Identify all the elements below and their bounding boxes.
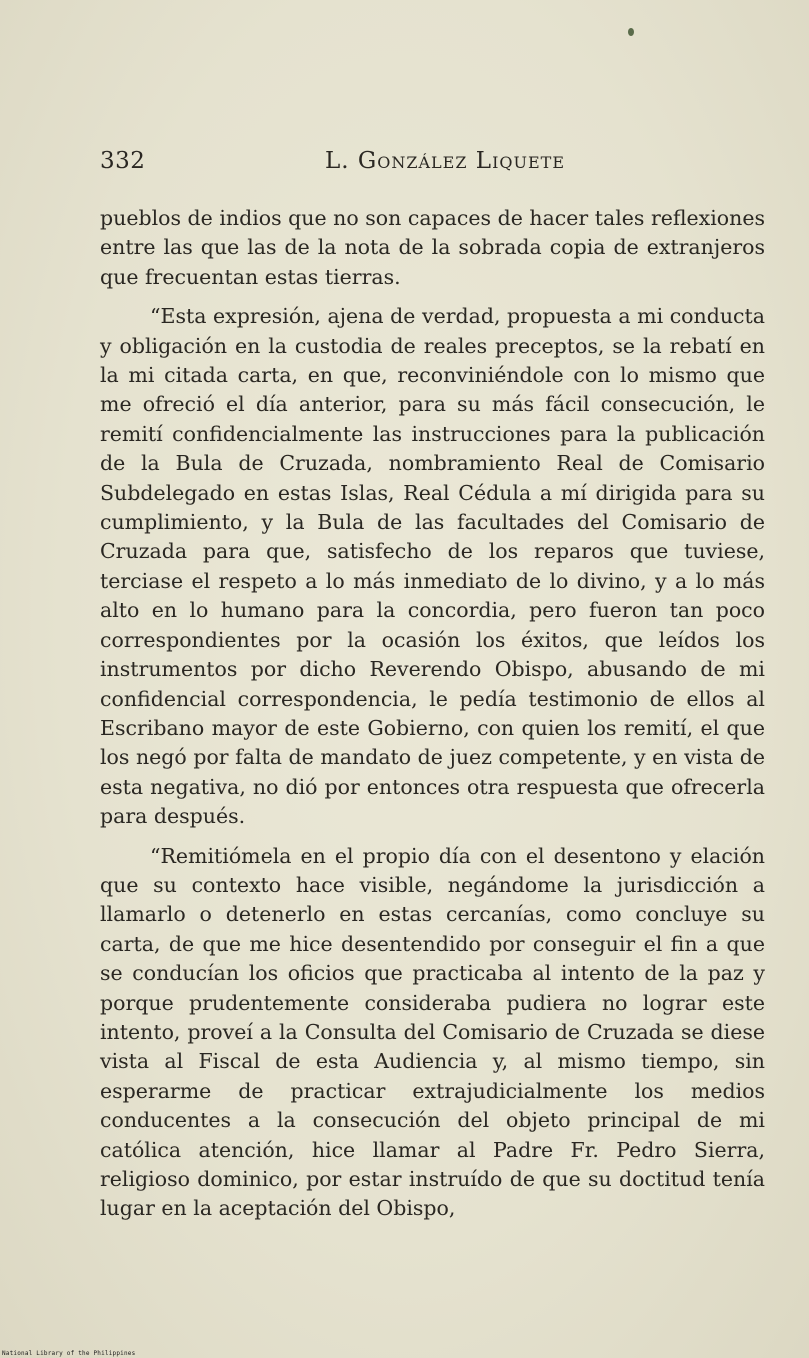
body-text bbox=[100, 204, 765, 1234]
running-head: L. González Liquete bbox=[325, 148, 566, 174]
paragraph-2: “Esta expresión, ajena de verdad, propuesta a mi conducta y obligación en la custodia de reales preceptos, se la rebatí en la mi citada carta, en que, reconviniéndole con lo mismo que me ofreció el día anterior, para su más fácil consecución, le remití confidencialmente las instrucciones para la publicación de la Bula de Cruzada, nombramiento Real de Comisario Subdelegado en estas Islas, Real Cédula a mí dirigida para su cumplimiento, y la Bula de las facultades del Comisario de Cruzada para que, satisfecho de los reparos que tuviese, terciase el respeto a lo más inmediato de lo divino, y a lo más alto en lo humano para la concordia, pero fueron tan poco correspondientes por la ocasión los éxitos, que leídos los instrumentos por dicho Reverendo Obispo, abusando de mi confidencial correspondencia, le pedía testimonio de ellos al Escribano mayor de este Gobierno, con quien los remití, el que los negó por falta de mandato de juez competente, y en vista de esta negativa, no dió por entonces otra respuesta que ofrecerla para después. bbox=[100, 304, 765, 829]
paragraph-1: pueblos de indios que no son capaces de hacer tales reflexiones entre las que las de la nota de la sobrada copia de extranjeros que frecuentan estas tierras. bbox=[100, 206, 765, 289]
paragraph-3: “Remitiómela en el propio día con el desentono y elación que su contexto hace visible, negándome la jurisdicción a llamarlo o detenerlo en estas cercanías, como concluye su carta, de que me hice desentendido por conseguir el fin a que se conducían los oficios que practicaba al intento de la paz y porque prudentemente consideraba pudiera no lograr este intento, proveí a la Consulta del Comisario de Cruzada se diese vista al Fiscal de esta Audiencia y, al mismo tiempo, sin esperarme de practicar extrajudicialmente los medios conducentes a la consecución del objeto principal de mi católica atención, hice llamar al Padre Fr. Pedro Sierra, religioso dominico, por estar instruído de que su doctitud tenía lugar en la aceptación del Obispo, bbox=[100, 843, 765, 1221]
page-header bbox=[100, 148, 765, 182]
ink-speck bbox=[628, 28, 634, 36]
library-credit: National Library of the Philippines bbox=[2, 1350, 136, 1357]
page-number: 332 bbox=[100, 148, 146, 174]
